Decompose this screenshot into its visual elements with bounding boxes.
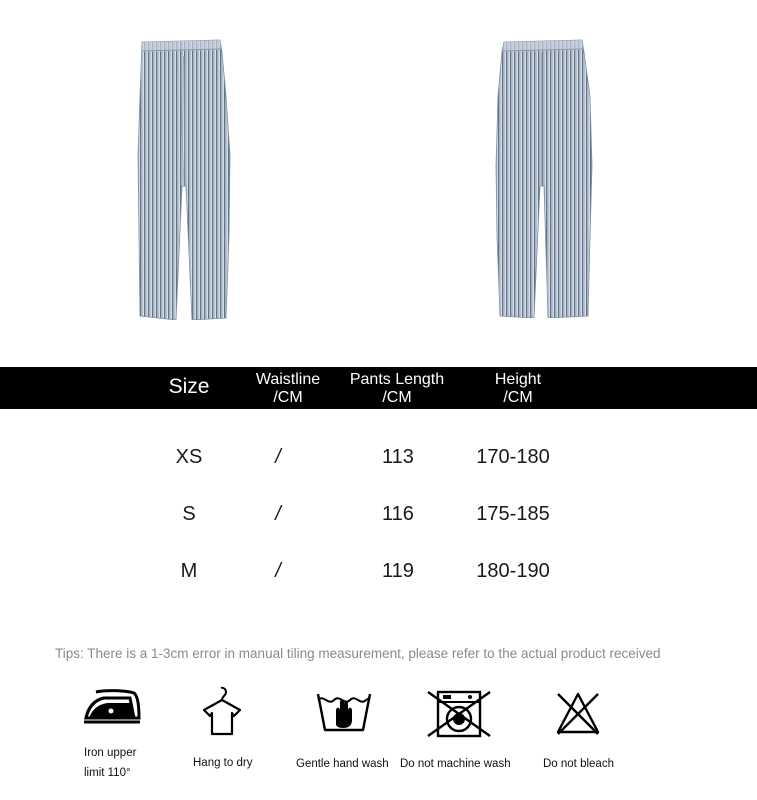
header-pants-length-label: Pants Length [349, 371, 445, 388]
header-pants-length [336, 371, 458, 407]
measurement-tips: Tips: There is a 1-3cm error in manual tiling measurement, please refer to the actual product received [55, 646, 661, 661]
cell-pants-length: 113 [382, 446, 414, 468]
pants-front-image [136, 36, 232, 320]
iron-icon [82, 684, 142, 728]
hang-to-dry-icon [200, 686, 244, 738]
header-waistline-label: Waistline [255, 371, 321, 388]
table-row [0, 556, 757, 586]
header-pants-length-unit: /CM [382, 389, 412, 406]
cell-pants-length: 116 [382, 503, 414, 525]
table-row [0, 442, 757, 472]
pants-back-image [494, 36, 594, 318]
cell-waistline: / [275, 446, 281, 468]
cell-waistline: / [275, 503, 281, 525]
header-waistline-unit: /CM [273, 389, 303, 406]
care-label-no-machine-wash: Do not machine wash [400, 758, 511, 770]
size-table-header [0, 367, 757, 409]
header-height [468, 371, 568, 407]
cell-height: 180-190 [476, 560, 550, 582]
header-height-label: Height [494, 371, 542, 388]
header-waistline [240, 371, 336, 407]
care-label-hang-to-dry: Hang to dry [193, 757, 253, 769]
care-label-iron-line2: limit 110° [84, 767, 131, 779]
care-label-iron-line1: Iron upper [84, 747, 137, 759]
cell-height: 175-185 [476, 503, 550, 525]
cell-pants-length: 119 [382, 560, 414, 582]
no-machine-wash-icon [426, 690, 492, 738]
cell-size: S [182, 503, 196, 525]
cell-height: 170-180 [476, 446, 550, 468]
header-size: Size [168, 375, 210, 398]
care-label-iron [84, 743, 136, 783]
no-bleach-icon [554, 690, 602, 738]
cell-size: M [180, 560, 198, 582]
cell-waistline: / [275, 560, 281, 582]
table-row [0, 499, 757, 529]
header-height-unit: /CM [503, 389, 533, 406]
cell-size: XS [175, 446, 203, 468]
care-label-hand-wash: Gentle hand wash [296, 758, 389, 770]
hand-wash-icon [316, 688, 372, 734]
care-label-no-bleach: Do not bleach [543, 758, 614, 770]
